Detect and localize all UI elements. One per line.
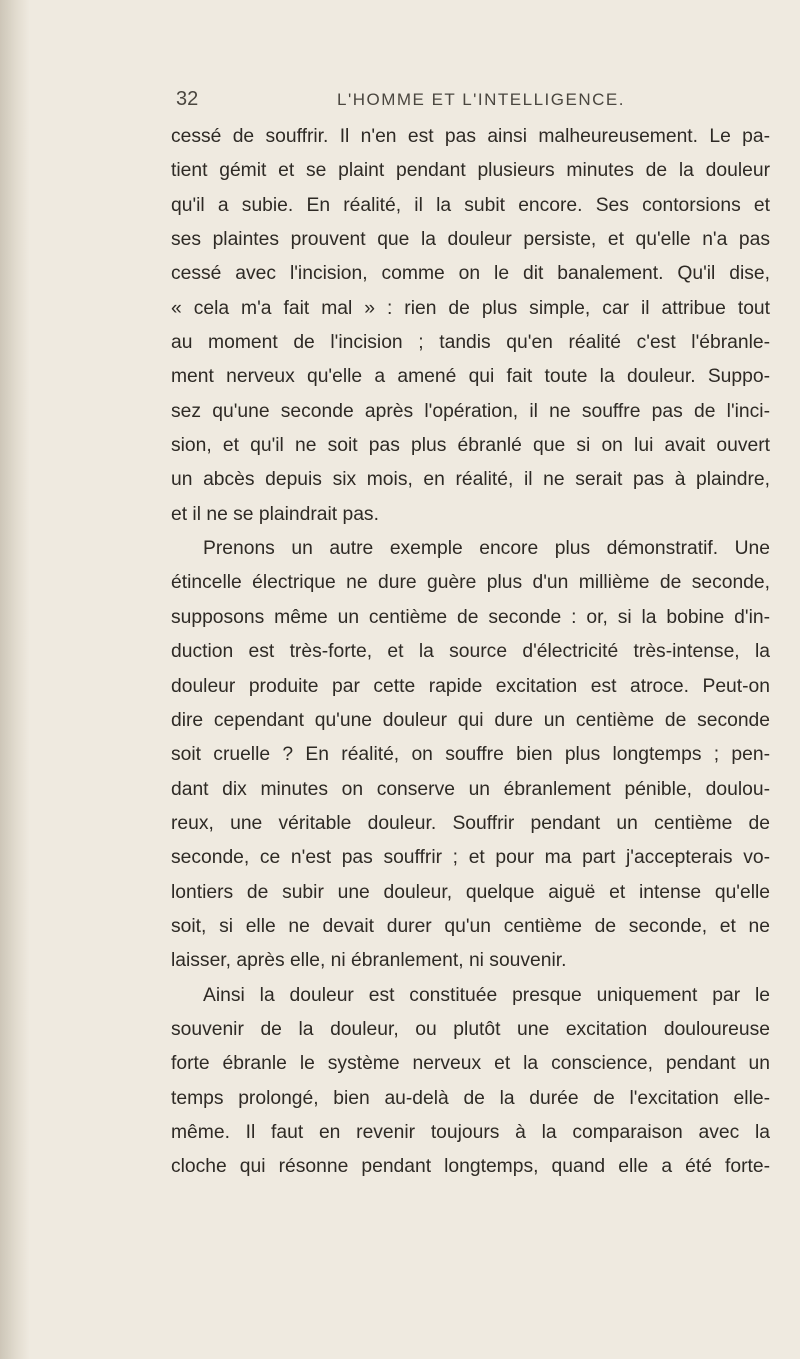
- text-line: étincelle électrique ne dure guère plus d'un millième de seconde,: [171, 572, 770, 594]
- text-line: supposons même un centième de seconde : or, si la bobine d'in-: [171, 606, 770, 628]
- text-line: temps prolongé, bien au-delà de la durée de l'excitation elle-: [171, 1087, 770, 1109]
- text-line: douleur produite par cette rapide excitation est atroce. Peut-on: [171, 675, 770, 697]
- text-line: Ainsi la douleur est constituée presque uniquement par le: [203, 984, 770, 1006]
- text-line: dire cependant qu'une douleur qui dure un centième de seconde: [171, 709, 770, 731]
- text-line: cessé de souffrir. Il n'en est pas ainsi malheureusement. Le pa-: [171, 126, 770, 147]
- text-line: laisser, après elle, ni ébranlement, ni souvenir.: [171, 950, 567, 972]
- page-number: 32: [176, 88, 199, 110]
- running-title: L'HOMME ET L'INTELLIGENCE.: [337, 90, 625, 109]
- text-line: Prenons un autre exemple encore plus démonstratif. Une: [203, 538, 770, 560]
- text-line: duction est très-forte, et la source d'électricité très-intense, la: [171, 641, 770, 663]
- text-line: soit, si elle ne devait durer qu'un centième de seconde, et ne: [171, 915, 770, 937]
- text-line: au moment de l'incision ; tandis qu'en réalité c'est l'ébranle-: [171, 332, 770, 354]
- text-line: forte ébranle le système nerveux et la conscience, pendant un: [171, 1053, 770, 1075]
- text-line: lontiers de subir une douleur, quelque aiguë et intense qu'elle: [171, 881, 770, 903]
- text-line: et il ne se plaindrait pas.: [171, 503, 379, 525]
- text-line: souvenir de la douleur, ou plutôt une excitation douloureuse: [171, 1018, 770, 1040]
- text-line: ment nerveux qu'elle a amené qui fait toute la douleur. Suppo-: [171, 366, 770, 388]
- running-head: [176, 88, 770, 110]
- text-line: tient gémit et se plaint pendant plusieurs minutes de la douleur: [171, 160, 770, 182]
- text-line: sion, et qu'il ne soit pas plus ébranlé que si on lui avait ouvert: [171, 435, 770, 457]
- text-line: soit cruelle ? En réalité, on souffre bien plus longtemps ; pen-: [171, 744, 770, 766]
- text-line: même. Il faut en revenir toujours à la comparaison avec la: [171, 1121, 770, 1143]
- body-text: [171, 120, 770, 1185]
- text-line: ses plaintes prouvent que la douleur persiste, et qu'elle n'a pas: [171, 229, 770, 251]
- text-line: un abcès depuis six mois, en réalité, il ne serait pas à plaindre,: [171, 469, 770, 491]
- text-line: seconde, ce n'est pas souffrir ; et pour ma part j'accepterais vo-: [171, 847, 770, 869]
- text-line: « cela m'a fait mal » : rien de plus simple, car il attribue tout: [171, 297, 770, 319]
- text-line: qu'il a subie. En réalité, il la subit encore. Ses contorsions et: [171, 194, 770, 216]
- text-line: cessé avec l'incision, comme on le dit banalement. Qu'il dise,: [171, 263, 770, 285]
- page-gutter-shadow: [0, 0, 30, 1359]
- text-line: dant dix minutes on conserve un ébranlement pénible, doulou-: [171, 778, 770, 800]
- text-line: sez qu'une seconde après l'opération, il ne souffre pas de l'inci-: [171, 400, 770, 422]
- text-line: reux, une véritable douleur. Souffrir pendant un centième de: [171, 812, 770, 834]
- text-line: cloche qui résonne pendant longtemps, quand elle a été forte-: [171, 1156, 770, 1178]
